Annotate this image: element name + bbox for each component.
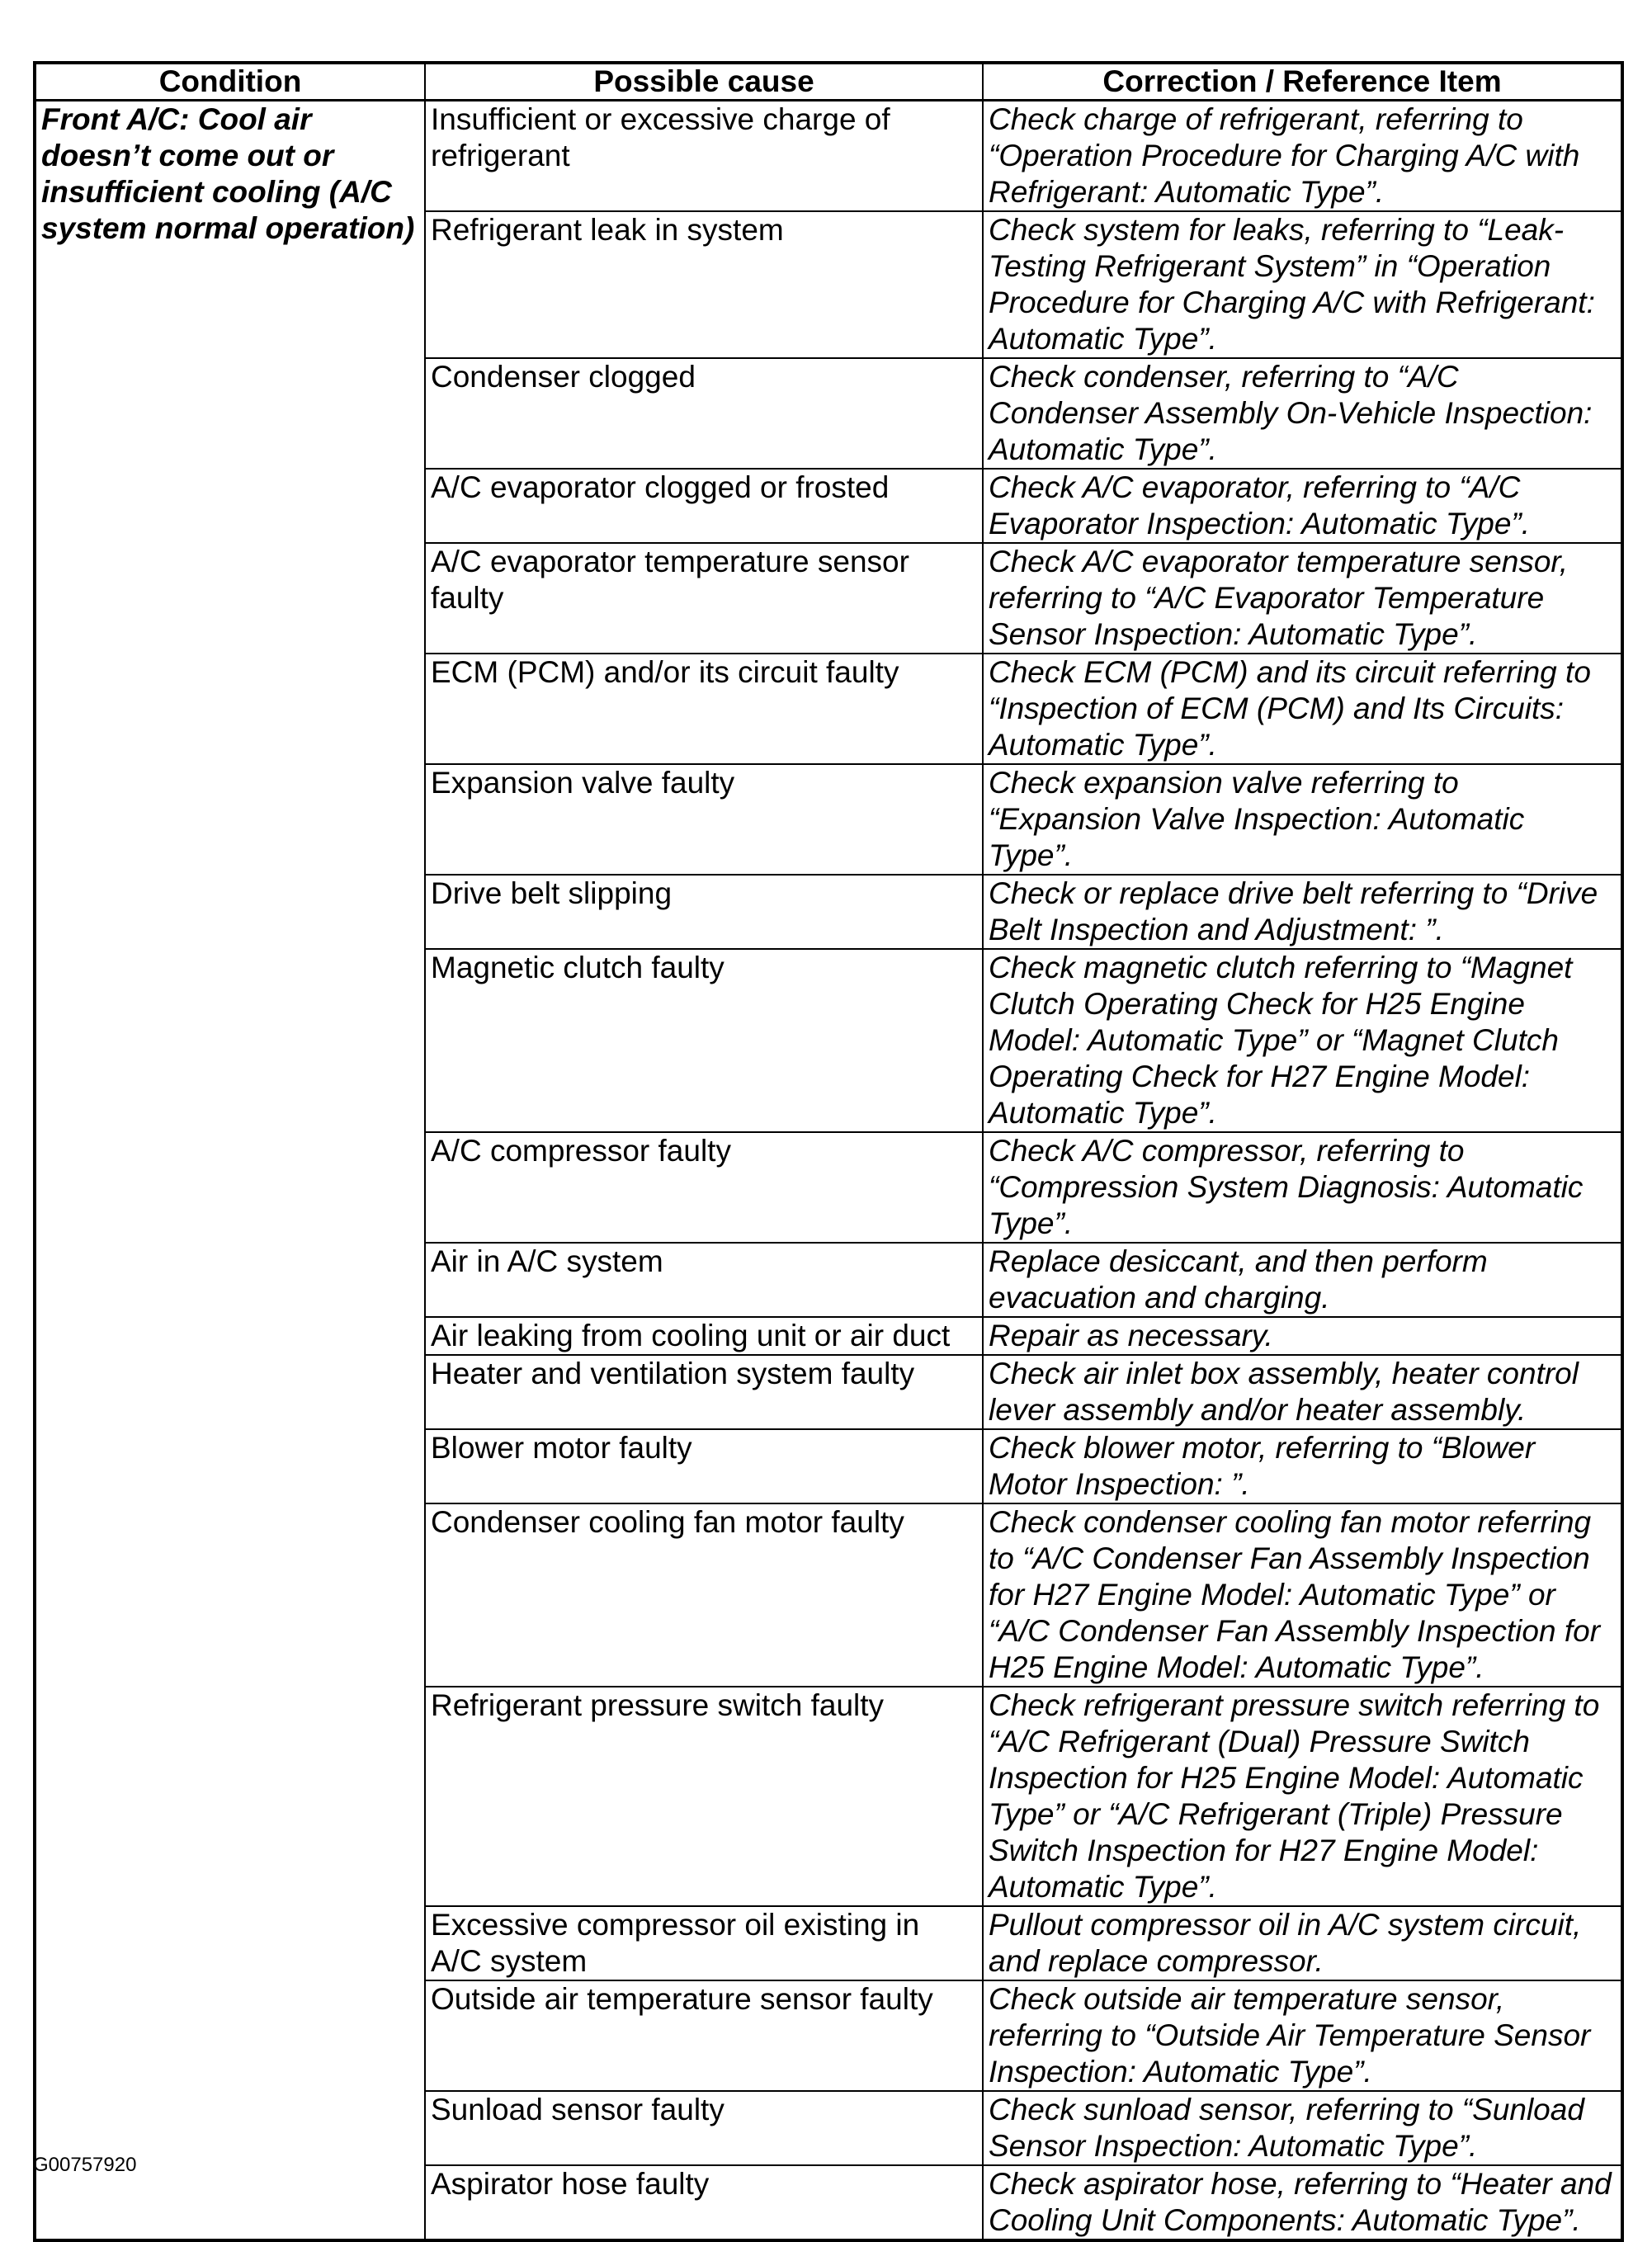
header-possible-cause: Possible cause [425,63,983,101]
correction-cell: Check outside air temperature sensor, referring to “Outside Air Temperature Sensor Inspection: Automatic Type”. [983,1980,1622,2091]
cause-cell: Drive belt slipping [425,875,983,949]
cause-cell: Air leaking from cooling unit or air duct [425,1317,983,1355]
correction-cell: Replace desiccant, and then perform evacuation and charging. [983,1243,1622,1317]
cause-cell: Condenser cooling fan motor faulty [425,1503,983,1687]
cause-cell: Refrigerant leak in system [425,211,983,358]
cause-cell: ECM (PCM) and/or its circuit faulty [425,654,983,764]
cause-cell: Expansion valve faulty [425,764,983,875]
header-correction: Correction / Reference Item [983,63,1622,101]
cause-cell: Blower motor faulty [425,1429,983,1503]
correction-cell: Check refrigerant pressure switch referring to “A/C Refrigerant (Dual) Pressure Switch Inspection for H25 Engine Model: Automatic Type” or “A/C Refrigerant (Triple) Pressure Switch Inspection for H27 Engine Model: Automatic Type”. [983,1687,1622,1906]
cause-cell: A/C evaporator clogged or frosted [425,469,983,543]
correction-cell: Check magnetic clutch referring to “Magnet Clutch Operating Check for H25 Engine Model: Automatic Type” or “Magnet Clutch Operating Check for H27 Engine Model: Automatic Type”. [983,949,1622,1132]
correction-cell: Check blower motor, referring to “Blower Motor Inspection: ”. [983,1429,1622,1503]
cause-cell: Excessive compressor oil existing in A/C system [425,1906,983,1980]
cause-cell: Insufficient or excessive charge of refrigerant [425,101,983,212]
correction-cell: Check charge of refrigerant, referring to “Operation Procedure for Charging A/C with Refrigerant: Automatic Type”. [983,101,1622,212]
cause-cell: Refrigerant pressure switch faulty [425,1687,983,1906]
cause-cell: Outside air temperature sensor faulty [425,1980,983,2091]
header-row [35,63,1622,101]
cause-cell: A/C evaporator temperature sensor faulty [425,543,983,654]
correction-cell: Pullout compressor oil in A/C system circuit, and replace compressor. [983,1906,1622,1980]
correction-cell: Check A/C evaporator, referring to “A/C Evaporator Inspection: Automatic Type”. [983,469,1622,543]
cause-cell: Air in A/C system [425,1243,983,1317]
cause-cell: Heater and ventilation system faulty [425,1355,983,1429]
table-body [35,101,1622,2241]
correction-cell: Check A/C evaporator temperature sensor, referring to “A/C Evaporator Temperature Sensor Inspection: Automatic Type”. [983,543,1622,654]
cause-cell: Sunload sensor faulty [425,2091,983,2165]
correction-cell: Check sunload sensor, referring to “Sunload Sensor Inspection: Automatic Type”. [983,2091,1622,2165]
correction-cell: Repair as necessary. [983,1317,1622,1355]
correction-cell: Check air inlet box assembly, heater control lever assembly and/or heater assembly. [983,1355,1622,1429]
correction-cell: Check system for leaks, referring to “Leak-Testing Refrigerant System” in “Operation Procedure for Charging A/C with Refrigerant: Automatic Type”. [983,211,1622,358]
table-row [35,101,1622,212]
correction-cell: Check expansion valve referring to “Expansion Valve Inspection: Automatic Type”. [983,764,1622,875]
cause-cell: A/C compressor faulty [425,1132,983,1243]
cause-cell: Condenser clogged [425,358,983,469]
header-condition: Condition [35,63,425,101]
correction-cell: Check condenser cooling fan motor referring to “A/C Condenser Fan Assembly Inspection for H27 Engine Model: Automatic Type” or “A/C Condenser Fan Assembly Inspection for H25 Engine Model: Automatic Type”. [983,1503,1622,1687]
cause-cell: Magnetic clutch faulty [425,949,983,1132]
diagnosis-table [33,61,1624,2242]
image-code: G00757920 [33,2154,137,2176]
correction-cell: Check ECM (PCM) and its circuit referring to “Inspection of ECM (PCM) and Its Circuits: Automatic Type”. [983,654,1622,764]
correction-cell: Check A/C compressor, referring to “Compression System Diagnosis: Automatic Type”. [983,1132,1622,1243]
correction-cell: Check aspirator hose, referring to “Heater and Cooling Unit Components: Automatic Type”. [983,2165,1622,2240]
correction-cell: Check or replace drive belt referring to “Drive Belt Inspection and Adjustment: ”. [983,875,1622,949]
correction-cell: Check condenser, referring to “A/C Condenser Assembly On-Vehicle Inspection: Automatic Type”. [983,358,1622,469]
condition-cell: Front A/C: Cool air doesn’t come out or insufficient cooling (A/C system normal operation) [35,101,425,2241]
cause-cell: Aspirator hose faulty [425,2165,983,2240]
